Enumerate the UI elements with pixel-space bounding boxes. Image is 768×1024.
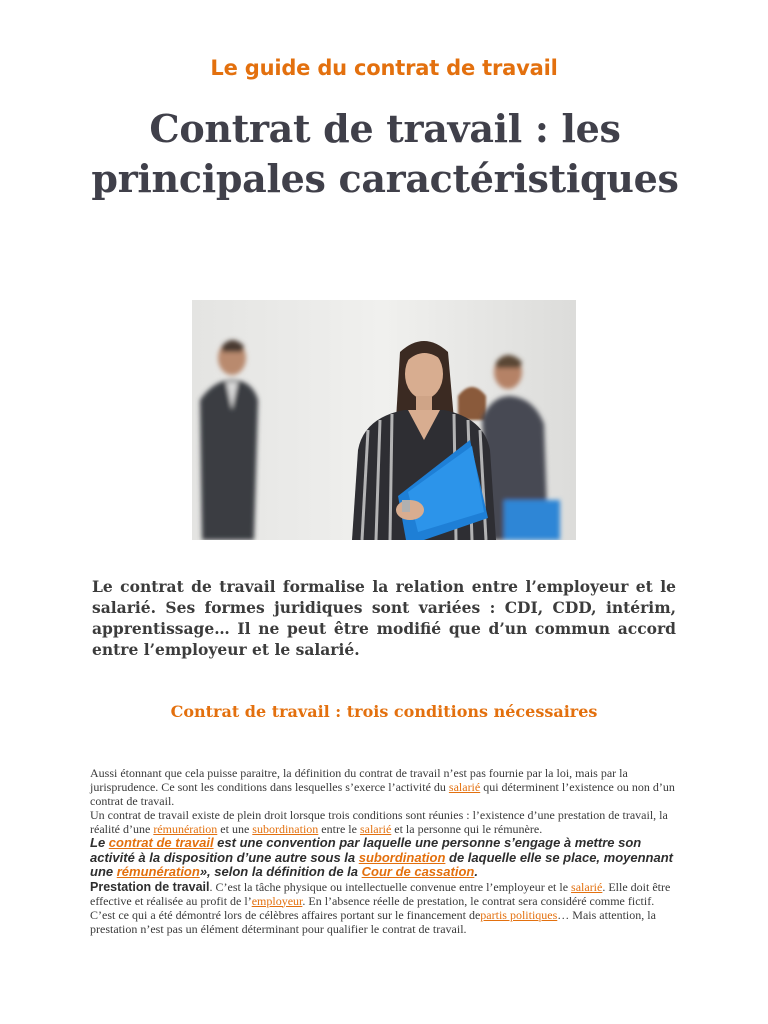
office-photo: [192, 300, 576, 540]
body-text: [90, 766, 680, 936]
section-heading: Contrat de travail : trois conditions nécessaires: [170, 702, 598, 721]
page-title: Contrat de travail : les principales caractéristiques: [91, 106, 679, 201]
link-salarie[interactable]: salarié: [571, 879, 603, 894]
paragraph-definition-source: Aussi étonnant que cela puisse paraitre, la définition du contrat de travail n’est pas fournie par la loi, mais par la jurisprudence. Ce sont les conditions dans lesquelles s’exerce l’activité du salarié qui déterminent l’existence ou non d’un contrat de travail.: [90, 766, 675, 808]
paragraph-prestation: Prestation de travail. C’est la tâche physique ou intellectuelle convenue entre l’employeur et le salarié. Elle doit être effective et réalisée au profit de l’employeur. En l’absence réelle de prestation, le contrat sera considéré comme fictif. C’est ce qui a été démontré lors de célèbres affaires portant sur le financement departis politiques… Mais attention, la prestation n’est pas un élément déterminant pour qualifier le contrat de travail.: [90, 879, 671, 936]
link-subordination[interactable]: subordination: [252, 822, 319, 836]
link-contrat-de-travail[interactable]: contrat de travail: [108, 835, 214, 850]
link-remuneration[interactable]: rémunération: [153, 822, 218, 836]
paragraph-three-conditions: Un contrat de travail existe de plein droit lorsque trois conditions sont réunies : l’existence d’une prestation de travail, la réalité d’une rémunération et une subordination entre le salarié et la personne qui le rémunère.: [90, 808, 668, 836]
lead-paragraph: Le contrat de travail formalise la relation entre l’employeur et le salarié. Ses formes juridiques sont variées : CDI, CDD, intérim, apprentissage… Il ne peut être modifié que d’un commun accord entre l’employeur et le salarié.: [92, 577, 676, 659]
link-remuneration[interactable]: rémunération: [116, 864, 200, 879]
definition-paragraph: Le contrat de travail est une convention par laquelle une personne s’engage à mettre son activité à la disposition d’une autre sous la subordination de laquelle elle se place, moyennant une rémunération», selon la définition de la Cour de cassation.: [90, 835, 673, 879]
link-salarie[interactable]: salarié: [448, 780, 481, 794]
link-subordination[interactable]: subordination: [358, 849, 446, 865]
link-partis-politiques[interactable]: partis politiques: [480, 907, 558, 922]
office-photo-illustration: [192, 300, 576, 540]
prestation-label: Prestation de travail: [90, 879, 210, 894]
guide-title: Le guide du contrat de travail: [210, 56, 558, 80]
link-salarie[interactable]: salarié: [359, 822, 392, 836]
link-cour-de-cassation[interactable]: Cour de cassation: [361, 864, 475, 879]
link-employeur[interactable]: employeur: [251, 893, 303, 908]
